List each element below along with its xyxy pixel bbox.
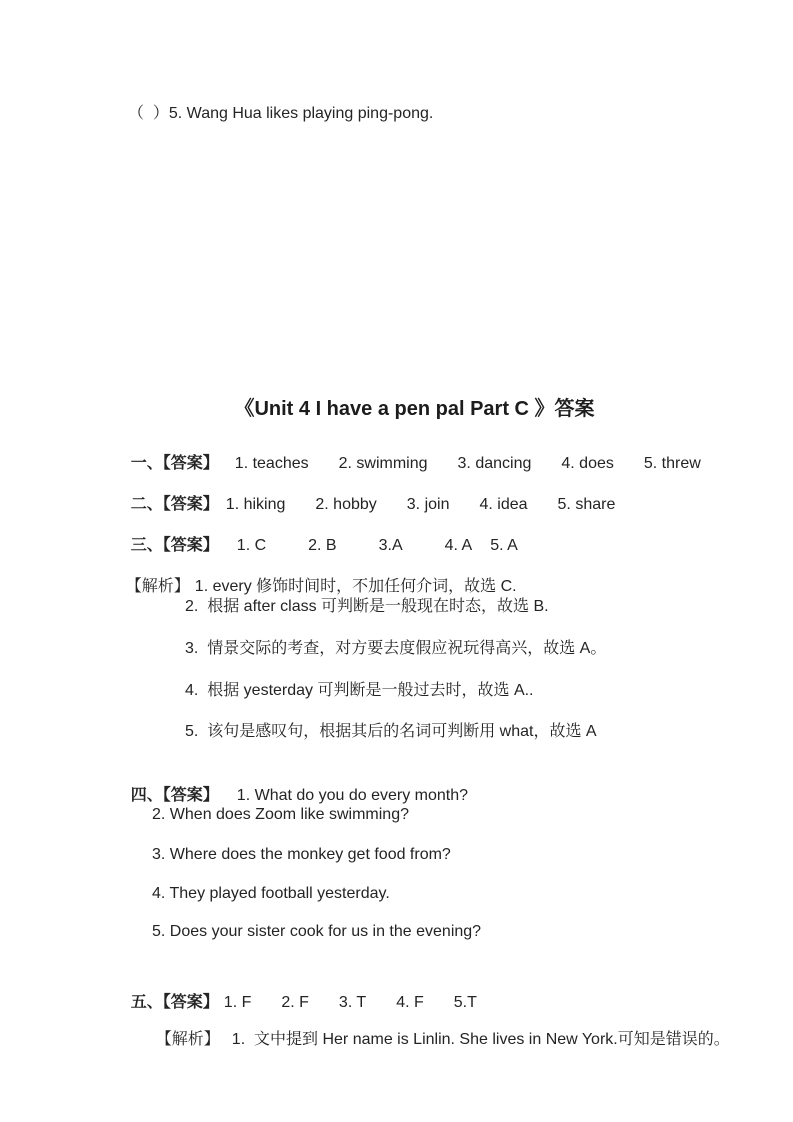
answer-item: 4. F xyxy=(396,994,424,1011)
answer-item: 1. C xyxy=(236,537,267,554)
answer-item: 3. join xyxy=(406,496,450,513)
section-two-label: 二、【答案】 xyxy=(130,496,219,513)
section-four-answer-2: 2. When does Zoom like swimming? xyxy=(152,806,409,823)
answer-item: 1. teaches xyxy=(234,455,309,472)
answer-item: 5.T xyxy=(453,994,477,1011)
section-three-label: 三、【答案】 xyxy=(130,537,219,554)
section-four-label: 四、【答案】 xyxy=(130,787,219,804)
section-four-answer-4: 4. They played football yesterday. xyxy=(152,885,390,902)
answer-item: 4. idea xyxy=(479,496,528,513)
answer-item: 4. does xyxy=(561,455,614,472)
analysis-text: 1. every 修饰时间时，不加任何介词，故选 C. xyxy=(194,578,517,595)
answer-item: 5. share xyxy=(557,496,616,513)
question-line-5: （ ）5. Wang Hua likes playing ping-pong. xyxy=(128,105,434,122)
answer-item: 5. threw xyxy=(643,455,701,472)
answer-item: 2. swimming xyxy=(338,455,428,472)
analysis-label: 【解析】 xyxy=(125,578,190,595)
section-three-analysis-3: 3. 情景交际的考查，对方要去度假应祝玩得高兴，故选 A。 xyxy=(185,640,607,657)
answer-item: 3. T xyxy=(338,994,367,1011)
answer-item: 2. F xyxy=(281,994,309,1011)
analysis-label: 【解析】 xyxy=(155,1031,220,1048)
section-three-analysis-5: 5. 该句是感叹句，根据其后的名词可判断用 what，故选 A xyxy=(185,723,597,740)
answer-item: 3. dancing xyxy=(457,455,532,472)
answer-item: 1. What do you do every month? xyxy=(236,787,469,804)
answer-item: 2. hobby xyxy=(315,496,377,513)
section-one-label: 一、【答案】 xyxy=(130,455,219,472)
answer-item: 1. F xyxy=(223,994,252,1011)
section-three-analysis-4: 4. 根据 yesterday 可判断是一般过去时，故选 A.. xyxy=(185,682,534,699)
page-title: 《Unit 4 I have a pen pal Part C 》答案 xyxy=(234,398,595,420)
section-four-answer-3: 3. Where does the monkey get food from? xyxy=(152,846,451,863)
analysis-text: 1. 文中提到 Her name is Linlin. She lives in New York.可知是错误的。 xyxy=(231,1031,730,1048)
answer-item: 1. hiking xyxy=(225,496,286,513)
answer-item: 4. A xyxy=(444,537,473,554)
section-five-analysis-1 xyxy=(138,1007,730,1073)
answer-item: 5. A xyxy=(490,537,518,554)
section-three-analysis-2: 2. 根据 after class 可判断是一般现在时态，故选 B. xyxy=(185,598,549,615)
answer-item: 3.A xyxy=(378,537,403,554)
section-five-label: 五、【答案】 xyxy=(130,994,219,1011)
section-four-answer-5: 5. Does your sister cook for us in the evening? xyxy=(152,923,482,940)
answer-item: 2. B xyxy=(308,537,337,554)
